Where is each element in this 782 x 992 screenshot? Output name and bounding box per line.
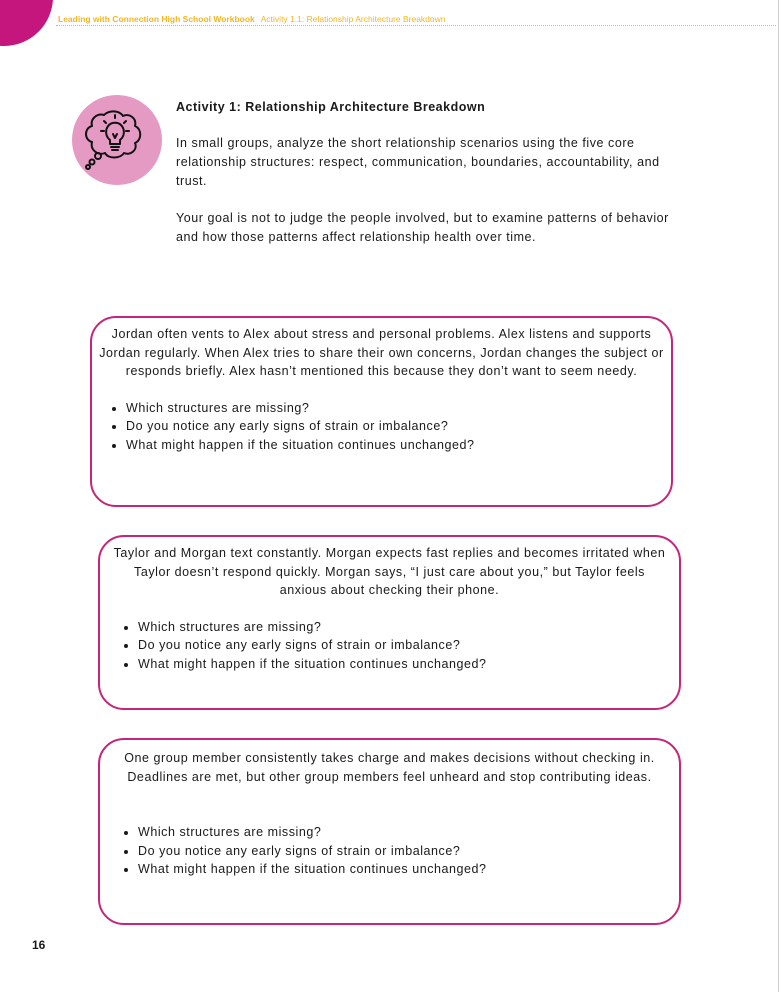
- question-item: • Do you notice any early signs of strain or imbalance?: [138, 842, 669, 861]
- scenario-box-3: [98, 738, 681, 925]
- question-list: [98, 399, 665, 455]
- scenario-text: One group member consistently takes charge and makes decisions without checking in. Deadlines are met, but other group members feel unheard and stop contributing ideas.: [124, 751, 655, 784]
- intro-paragraph: In small groups, analyze the short relationship scenarios using the five core relationship structures: respect, communication, boundaries, accountability, and trust.: [176, 136, 660, 188]
- corner-decoration: [0, 0, 53, 46]
- question-item: • Do you notice any early signs of strain or imbalance?: [138, 636, 669, 655]
- activity-badge: [72, 95, 162, 185]
- scenario-box-1: [90, 316, 673, 507]
- activity-intro: [176, 98, 686, 265]
- lightbulb-thought-bubble-icon: [72, 95, 162, 185]
- scenario-box-2: [98, 535, 681, 710]
- question-item: • Which structures are missing?: [126, 399, 665, 418]
- workbook-title: Leading with Connection High School Workbook: [58, 14, 255, 24]
- question-list: [110, 823, 669, 879]
- question-item: • What might happen if the situation continues unchanged?: [138, 860, 669, 879]
- question-item: • Which structures are missing?: [138, 823, 669, 842]
- activity-subtitle: Activity 1.1: Relationship Architecture Breakdown: [260, 14, 446, 24]
- question-list: [110, 618, 669, 674]
- question-item: • Which structures are missing?: [138, 618, 669, 637]
- running-header: [58, 14, 446, 24]
- question-item: • Do you notice any early signs of strain or imbalance?: [126, 417, 665, 436]
- header-rule: [56, 25, 776, 26]
- question-item: • What might happen if the situation continues unchanged?: [126, 436, 665, 455]
- activity-title: Activity 1: Relationship Architecture Breakdown: [176, 100, 486, 114]
- page-edge: [778, 0, 779, 992]
- page-number: 16: [32, 938, 46, 952]
- scenario-text: Jordan often vents to Alex about stress and personal problems. Alex listens and supports Jordan regularly. When Alex tries to share their own concerns, Jordan changes the subject or responds briefly. Alex hasn’t mentioned this because they don’t want to seem needy.: [99, 327, 664, 378]
- goal-paragraph: Your goal is not to judge the people involved, but to examine patterns of behavior and how those patterns affect relationship health over time.: [176, 211, 669, 244]
- scenario-text: Taylor and Morgan text constantly. Morgan expects fast replies and becomes irritated when Taylor doesn’t respond quickly. Morgan says, “I just care about you,” but Taylor feels anxious about checking their phone.: [113, 546, 666, 597]
- question-item: • What might happen if the situation continues unchanged?: [138, 655, 669, 674]
